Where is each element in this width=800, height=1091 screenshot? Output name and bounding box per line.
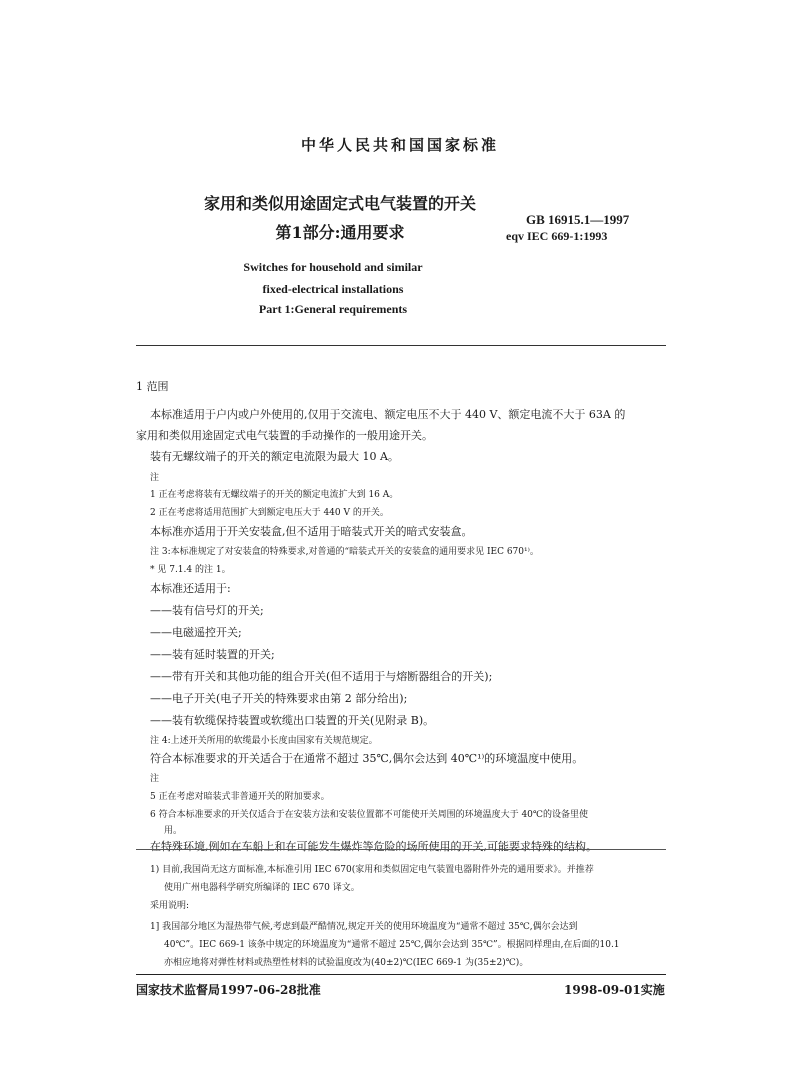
- bottom-divider: [136, 974, 666, 975]
- title-cn-line1: 家用和类似用途固定式电气装置的开关: [203, 194, 476, 213]
- paragraph-scope-line2: 家用和类似用途固定式电气装置的手动操作的一般用途开关。: [136, 429, 433, 442]
- list-item: ——装有延时装置的开关;: [150, 648, 275, 661]
- paragraph-temperature: 符合本标准要求的开关适合于在通常不超过 35℃,偶尔会达到 40℃¹⁾的环境温度中使用。: [150, 752, 584, 765]
- note-label: 注: [150, 774, 160, 784]
- footnote-1-line1: 1) 目前,我国尚无这方面标准,本标准引用 IEC 670(家用和类似固定电气装置电器附件外壳的通用要求》。并推荐: [150, 865, 594, 875]
- note-1: 1 正在考虑将装有无螺纹端子的开关的额定电流扩大到 16 A。: [150, 490, 399, 500]
- list-item: ——电磁遥控开关;: [150, 626, 242, 639]
- paragraph-also-applies: 本标准还适用于:: [150, 582, 231, 595]
- paragraph-scope-line1: 本标准适用于户内或户外使用的,仅用于交流电、额定电压不大于 440 V、额定电流不大于 63A 的: [150, 408, 626, 421]
- list-item: ——电子开关(电子开关的特殊要求由第 2 部分给出);: [150, 692, 408, 705]
- note-label: 注: [150, 473, 160, 483]
- paragraph-screwless: 装有无螺纹端子的开关的额定电流限为最大 10 A。: [150, 450, 399, 463]
- reference-note: * 见 7.1.4 的注 1。: [150, 565, 231, 575]
- standard-code: GB 16915.1—1997: [526, 212, 630, 227]
- standard-equivalence: eqv IEC 669-1:1993: [506, 229, 608, 243]
- list-item: ——装有软缆保持装置或软缆出口装置的开关(见附录 B)。: [150, 714, 435, 727]
- title-en-line2: fixed-electrical installations: [262, 282, 404, 296]
- adoption-note-line2: 40℃”。IEC 669-1 该条中规定的环境温度为“通常不超过 25℃,偶尔会达到 35℃”。根据同样理由,在后面的10.1: [164, 940, 620, 950]
- list-item: ——装有信号灯的开关;: [150, 604, 264, 617]
- implementation-date: 1998-09-01实施: [564, 983, 665, 997]
- approval-date: 国家技术监督局1997-06-28批准: [136, 983, 321, 997]
- header-title: 中华人民共和国国家标准: [300, 136, 499, 154]
- adoption-note-line1: 1] 我国部分地区为湿热带气候,考虑到最严酷情况,规定开关的使用环境温度为“通常不超过 35℃,偶尔会达到: [150, 922, 578, 932]
- paragraph-boxes: 本标准亦适用于开关安装盒,但不适用于暗装式开关的暗式安装盒。: [150, 525, 473, 538]
- note-4: 注 4:上述开关所用的软缆最小长度由国家有关规范规定。: [150, 736, 378, 746]
- title-en-line3: Part 1:General requirements: [258, 302, 408, 316]
- note-3: 注 3:本标准规定了对安装盒的特殊要求,对普通的“暗装式开关的安装盒的通用要求见 IEC 670¹⁾。: [150, 547, 539, 557]
- list-item: ——带有开关和其他功能的组合开关(但不适用于与熔断器组合的开关);: [150, 670, 493, 683]
- top-divider: [136, 345, 666, 346]
- footnote-1-line2: 使用广州电器科学研究所编译的 IEC 670 译文。: [164, 883, 360, 893]
- title-en-line1: Switches for household and similar: [243, 260, 423, 274]
- paragraph-special-environment: 在特殊环境,例如在车船上和在可能发生爆炸等危险的场所使用的开关,可能要求特殊的结构。: [150, 840, 597, 853]
- note-6-line2: 用。: [164, 826, 183, 836]
- note-6-line1: 6 符合本标准要求的开关仅适合于在安装方法和安装位置都不可能使开关周围的环境温度大于 40℃的设备里使: [150, 810, 588, 820]
- note-5: 5 正在考虑对暗装式非普通开关的附加要求。: [150, 792, 330, 802]
- section-heading: 1 范围: [136, 380, 169, 393]
- footnote-divider: [136, 849, 666, 850]
- adoption-note-label: 采用说明:: [150, 901, 190, 911]
- note-2: 2 正在考虑将适用范围扩大到额定电压大于 440 V 的开关。: [150, 508, 389, 518]
- title-cn-line2: 第1部分:通用要求: [275, 223, 405, 242]
- adoption-note-line3: 亦相应地将对弹性材料或热塑性材料的试验温度改为(40±2)℃(IEC 669-1 为(35±2)℃)。: [164, 958, 529, 968]
